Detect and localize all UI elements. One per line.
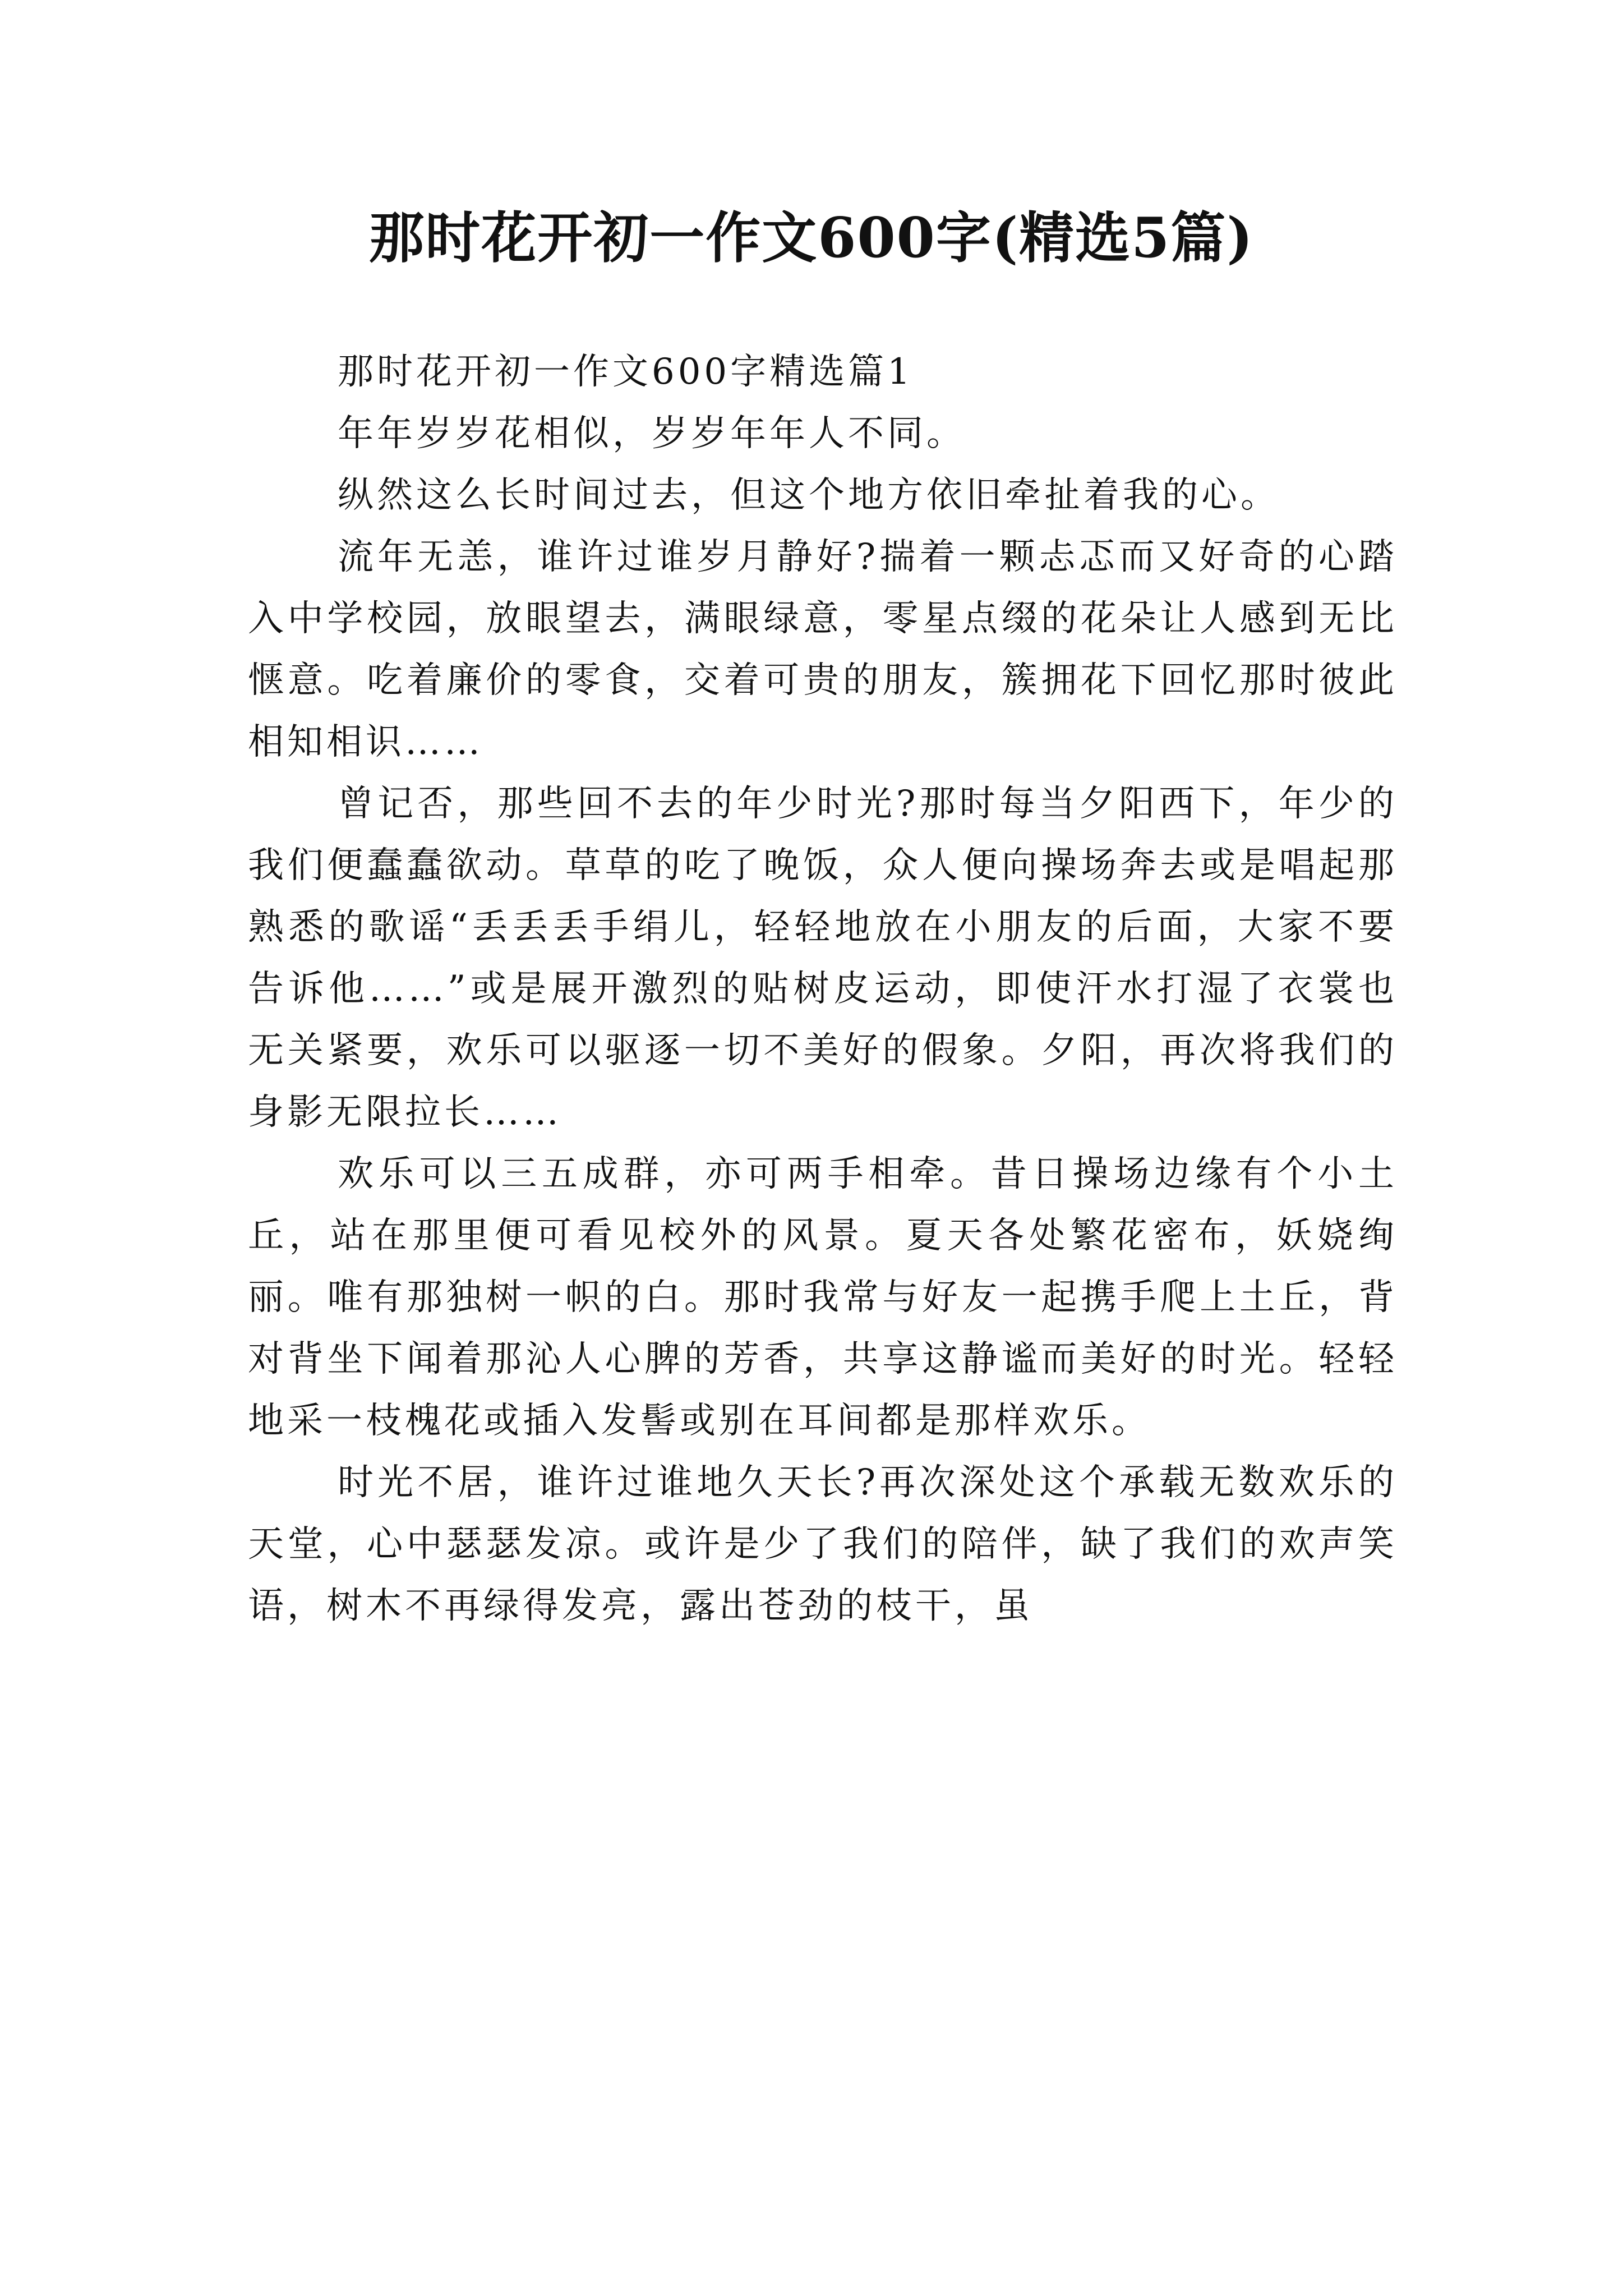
document-title: 那时花开初一作文600字(精选5篇) — [369, 206, 1254, 270]
paragraph: 时光不居，谁许过谁地久天长?再次深处这个承载无数欢乐的天堂，心中瑟瑟发凉。或许是少了我们的陪伴，缺了我们的欢声笑语，树木不再绿得发亮，露出苍劲的枝干，虽 — [248, 1462, 1398, 1627]
paragraph: 欢乐可以三五成群，亦可两手相牵。昔日操场边缘有个小土丘，站在那里便可看见校外的风景。夏天各处繁花密布，妖娆绚丽。唯有那独树一帜的白。那时我常与好友一起携手爬上土丘，背对背坐下闻着那沁人心脾的芳香，共享这静谧而美好的时光。轻轻地采一枝槐花或插入发髻或别在耳间都是那样欢乐。 — [248, 1153, 1398, 1442]
paragraph: 曾记否，那些回不去的年少时光?那时每当夕阳西下，年少的我们便蠢蠢欲动。草草的吃了晚饭，众人便向操场奔去或是唱起那熟悉的歌谣“丢丢丢手绢儿，轻轻地放在小朋友的后面，大家不要告诉他……”或是展开激烈的贴树皮运动，即使汗水打湿了衣裳也无关紧要，欢乐可以驱逐一切不美好的假象。夕阳，再次将我们的身影无限拉长…… — [248, 783, 1398, 1133]
paragraph: 纵然这么长时间过去，但这个地方依旧牵扯着我的心。 — [338, 475, 1280, 516]
paragraph: 年年岁岁花相似，岁岁年年人不同。 — [338, 413, 966, 454]
section-heading: 那时花开初一作文600字精选篇1 — [338, 351, 914, 393]
paragraph: 流年无恙，谁许过谁岁月静好?揣着一颗忐忑而又好奇的心踏入中学校园，放眼望去，满眼绿意，零星点缀的花朵让人感到无比惬意。吃着廉价的零食，交着可贵的朋友，簇拥花下回忆那时彼此相知相识…… — [248, 536, 1398, 763]
document-body — [248, 341, 1398, 1637]
